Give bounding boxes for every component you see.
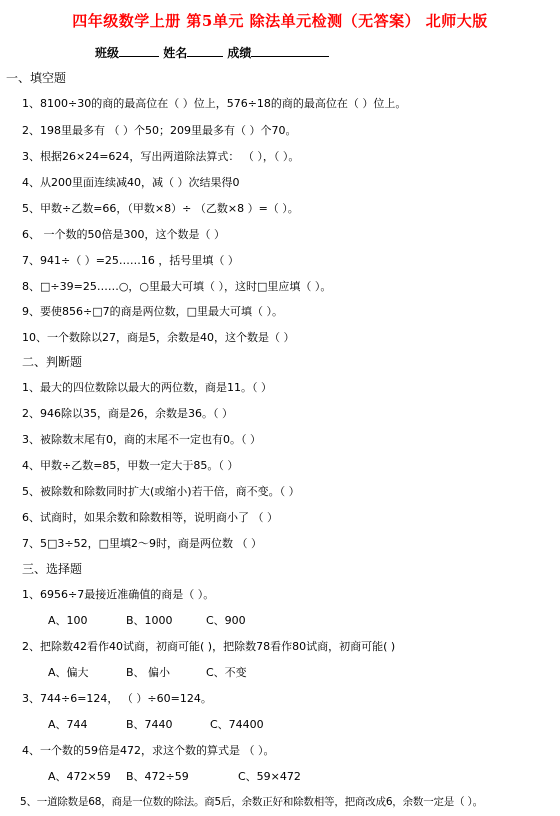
option-b: B、1000 xyxy=(126,614,173,627)
fill-question: 4、从200里面连续减40，减（ ）次结果得0 xyxy=(22,176,240,189)
fill-question: 2、198里最多有 （ ）个50；209里最多有（ ）个70。 xyxy=(22,124,297,137)
option-c: C、不变 xyxy=(206,666,247,679)
fill-question: 7、941÷（ ）=25……16 ，括号里填（ ） xyxy=(22,254,239,267)
choice-question: 1、6956÷7最接近准确值的商是（ ）。 xyxy=(22,588,215,601)
choice-question: 4、一个数的59倍是472，求这个数的算式是 （ ）。 xyxy=(22,744,275,757)
fill-question: 10、一个数除以27，商是5，余数是40，这个数是（ ） xyxy=(22,331,295,344)
choice-question: 3、744÷6=124， （ ）÷60=124。 xyxy=(22,692,212,705)
judge-question: 3、被除数末尾有0，商的末尾不一定也有0。（ ） xyxy=(22,433,261,446)
judge-question: 7、5□3÷52，□里填2～9时，商是两位数 （ ） xyxy=(22,537,262,550)
fill-question: 9、要使856÷□7的商是两位数，□里最大可填（ ）。 xyxy=(22,305,283,318)
class-label: 班级 xyxy=(95,46,120,60)
fill-question: 5、甲数÷乙数=66，（甲数×8）÷ （乙数×8 ）=（ ）。 xyxy=(22,202,299,215)
fill-question: 1、8100÷30的商的最高位在（ ）位上，576÷18的商的最高位在（ ）位上。 xyxy=(22,97,407,110)
score-blank xyxy=(251,44,329,57)
fill-question: 3、根据26×24=624，写出两道除法算式： （ ），（ ）。 xyxy=(22,150,300,163)
student-info-line xyxy=(95,44,329,61)
option-a: A、744 xyxy=(48,718,88,731)
judge-question: 5、被除数和除数同时扩大(或缩小)若干倍，商不变。（ ） xyxy=(22,485,300,498)
option-c: C、900 xyxy=(206,614,246,627)
judge-question: 4、甲数÷乙数=85，甲数一定大于85。（ ） xyxy=(22,459,239,472)
section-heading-fill: 一、填空题 xyxy=(6,71,67,85)
option-c: C、74400 xyxy=(210,718,264,731)
option-b: B、 偏小 xyxy=(126,666,171,679)
option-a: A、偏大 xyxy=(48,666,89,679)
judge-question: 2、946除以35，商是26，余数是36。（ ） xyxy=(22,407,233,420)
fill-question: 6、 一个数的50倍是300，这个数是（ ） xyxy=(22,228,225,241)
choice-question: 2、把除数42看作40试商，初商可能( )，把除数78看作80试商，初商可能( ) xyxy=(22,640,396,653)
page-title: 四年级数学上册 第5单元 除法单元检测（无答案） 北师大版 xyxy=(72,12,488,30)
option-c: C、59×472 xyxy=(238,770,301,783)
section-heading-judge: 二、判断题 xyxy=(22,355,83,369)
judge-question: 1、最大的四位数除以最大的两位数，商是11。（ ） xyxy=(22,381,272,394)
option-b: B、472÷59 xyxy=(126,770,189,783)
option-a: A、472×59 xyxy=(48,770,111,783)
choice-question: 5、一道除数是68，商是一位数的除法。商5后，余数正好和除数相等，把商改成6，余数一定是（ ）。 xyxy=(20,796,483,808)
fill-question: 8、□÷39=25……○，○里最大可填（ ），这时□里应填（ ）。 xyxy=(22,280,332,293)
score-label: 成绩 xyxy=(227,46,252,60)
judge-question: 6、试商时，如果余数和除数相等，说明商小了 （ ） xyxy=(22,511,278,524)
option-a: A、100 xyxy=(48,614,88,627)
name-blank xyxy=(187,44,223,57)
name-label: 姓名 xyxy=(163,46,188,60)
option-b: B、7440 xyxy=(126,718,173,731)
section-heading-choice: 三、选择题 xyxy=(22,562,83,576)
class-blank xyxy=(119,44,159,57)
